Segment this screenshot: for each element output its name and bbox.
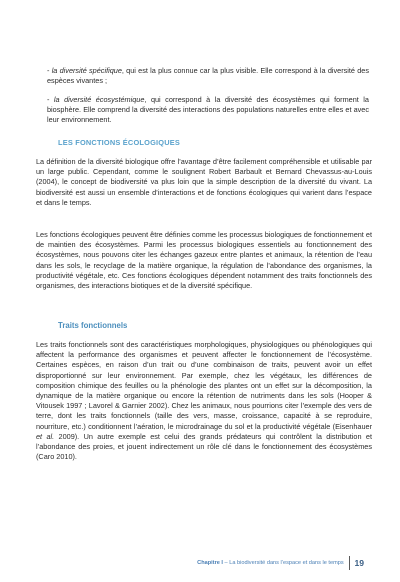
paragraph-ecological-functions: Les fonctions écologiques peuvent être définies comme les processus biologiques de fonctionnement et de maintien des écosystèmes. Parmi les processus biologiques essentiels au fonctionnement des écosystèmes, nous pouvons citer les échanges gazeux entre plantes et animaux, la rétention de l’eau dans les sols, le recyclage de la matière organique, la régulation de l’abondance des organismes, la productivité végétale, etc. Ces fonctions écologiques dépendent notamment des traits fonctionnels des organismes, des interactions biotiques et de la diversité spécifique. [36,230,372,291]
page-footer [197,556,364,570]
page-number: 19 [354,558,364,568]
bullet-text: , qui correspond à la diversité des écosystèmes qui forment la biosphère. Elle comprend la diversité des interactions des populations naturelles entre elles et avec leur environnement. [47,95,369,125]
bullet-term: la diversité spécifique [51,66,122,75]
footer-chapter-label: Chapitre I [197,560,223,566]
paragraph-functional-traits [36,340,372,462]
subheading-functional-traits: Traits fonctionnels [58,321,128,330]
paragraph-part: Les traits fonctionnels sont des caractéristiques morphologiques, physiologiques ou phénologiques qui affectent la performance des organismes et peuvent affecter le fonctionnement de l’écosystème. Certaines espèces, en raison d’un trait ou d’une combinaison de traits, peuvent avoir un effet disproportionné sur leur environnement. Par exemple, chez les végétaux, les différences de composition chimique des feuilles ou la phénologie des plantes ont un effet sur la décomposition, la dynamique de la matière organique ou encore la rétention de nutriments dans les sols (Hooper & Vitousek 1997 ; Lavorel & Garnier 2002). Chez les animaux, nous pourrions citer l’exemple des vers de terre, dont les traits fonctionnels (taille des vers, masse, croissance, capacité à se reproduire, nourriture, etc.) conditionnent l’aération, le microdrainage du sol et la productivité végétale (Eisenhauer [36,340,372,431]
bullet-prefix: - [47,95,54,104]
paragraph-definition: La définition de la diversité biologique offre l’avantage d’être facilement compréhensible et utilisable par un large public. Cependant, comme le soulignent Robert Barbault et Bernard Chevassus-au-Louis (2004), le concept de biodiversité va plus loin que la simple description de la diversité du vivant. La biodiversité est aussi un ensemble d’interactions et de fonctions écologiques qui varient dans l’espace et dans le temps. [36,157,372,207]
bullet-prefix: - [47,66,52,75]
footer-chapter-rest: – La biodiversité dans l’espace et dans le temps [222,560,344,566]
bullet-ecosystem-diversity [47,95,369,126]
paragraph-part: 2009). Un autre exemple est celui des grands prédateurs qui contrôlent la distribution et l’abondance des proies, et jouent indirectement un rôle clé dans le fonctionnement des écosystèmes (Caro 2010). [36,431,372,462]
footer-chapter-title [197,560,343,566]
bullet-term: la diversité écosystémique [53,95,145,104]
section-heading: LES FONCTIONS ÉCOLOGIQUES [58,138,181,147]
bullet-species-diversity [47,66,369,86]
bullet-text: , qui est la plus connue car la plus visible. Elle correspond à la diversité des espèces vivantes ; [47,66,370,86]
et-al-italic: et al. [36,431,55,441]
footer-divider [349,556,350,570]
